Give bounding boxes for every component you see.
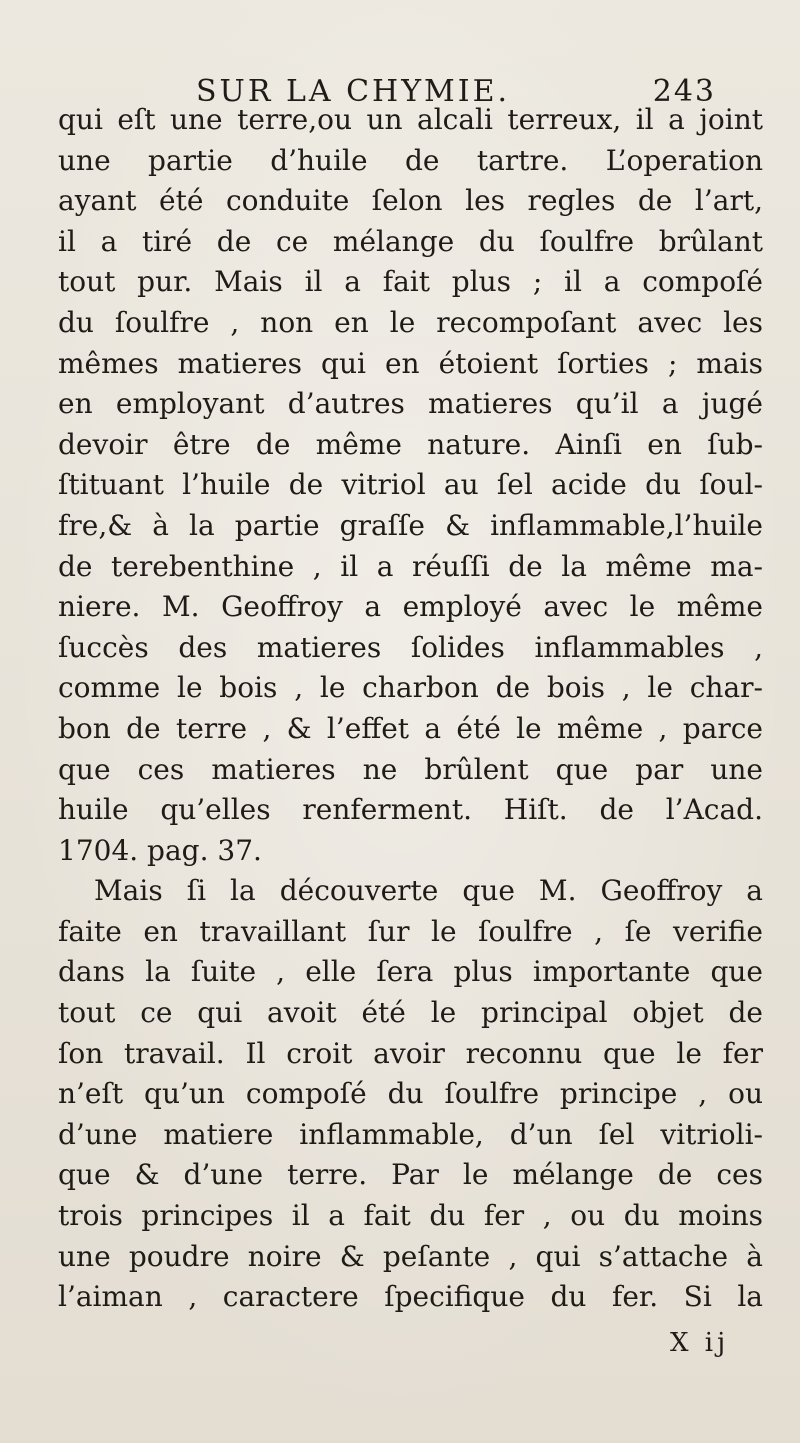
text-line: ſon travail. Il croit avoir reconnu que le fer xyxy=(58,1036,763,1070)
text-line: tout pur. Mais il a fait plus ; il a compoſé xyxy=(58,265,763,299)
running-head: SUR LA CHYMIE. xyxy=(196,74,511,109)
text-line: comme le bois , le charbon de bois , le char- xyxy=(58,671,763,705)
text-line: de terebenthine , il a réuſſi de la même ma- xyxy=(58,549,763,583)
text-line: n’eſt qu’un compoſé du ſoulfre principe , ou xyxy=(58,1077,763,1111)
text-line: que ces matieres ne brûlent que par une xyxy=(58,752,763,786)
text-line: il a tiré de ce mélange du ſoulfre brûlant xyxy=(58,224,763,258)
text-line: l’aiman , caractere ſpecifique du fer. Si la xyxy=(58,1280,763,1314)
text-line: du ſoulfre , non en le recompoſant avec les xyxy=(58,305,763,339)
text-line: une poudre noire & peſante , qui s’attache à xyxy=(58,1239,763,1273)
text-line: d’une matiere inflammable, d’un ſel vitrioli- xyxy=(58,1117,763,1151)
text-line: que & d’une terre. Par le mélange de ces xyxy=(58,1158,763,1192)
text-line: tout ce qui avoit été le principal objet de xyxy=(58,996,763,1030)
text-line: huile qu’elles renferment. Hiſt. de l’Acad. xyxy=(58,793,763,827)
text-line: devoir être de même nature. Ainſi en ſub- xyxy=(58,427,763,461)
text-line: mêmes matieres qui en étoient ſorties ; mais xyxy=(58,346,763,380)
text-line: ayant été conduite ſelon les regles de l’art, xyxy=(58,184,763,218)
text-line: 1704. pag. 37. xyxy=(58,833,262,867)
text-line: ſuccès des matieres ſolides inflammables , xyxy=(58,630,763,664)
text-line: trois principes il a fait du fer , ou du moins xyxy=(58,1199,763,1233)
text-line: Mais ſi la découverte que M. Geoffroy a xyxy=(94,874,763,908)
text-line: faite en travaillant ſur le ſoulfre , ſe verifie xyxy=(58,914,763,948)
text-line: bon de terre , & l’effet a été le même , parce xyxy=(58,711,763,745)
text-line: ſtituant l’huile de vitriol au ſel acide du ſoul- xyxy=(58,468,763,502)
text-line: fre,& à la partie graſſe & inflammable,l’huile xyxy=(58,508,763,542)
text-line: dans la ſuite , elle ſera plus importante que xyxy=(58,955,763,989)
page-number: 243 xyxy=(652,74,716,109)
text-line: une partie d’huile de tartre. L’operation xyxy=(58,143,763,177)
body-text xyxy=(58,100,763,1318)
text-line: qui eſt une terre,ou un alcali terreux, il a joint xyxy=(58,103,763,136)
text-line: en employant d’autres matieres qu’il a jugé xyxy=(58,387,763,421)
signature-mark: X ij xyxy=(670,1328,730,1358)
text-line: niere. M. Geoffroy a employé avec le même xyxy=(58,590,763,624)
